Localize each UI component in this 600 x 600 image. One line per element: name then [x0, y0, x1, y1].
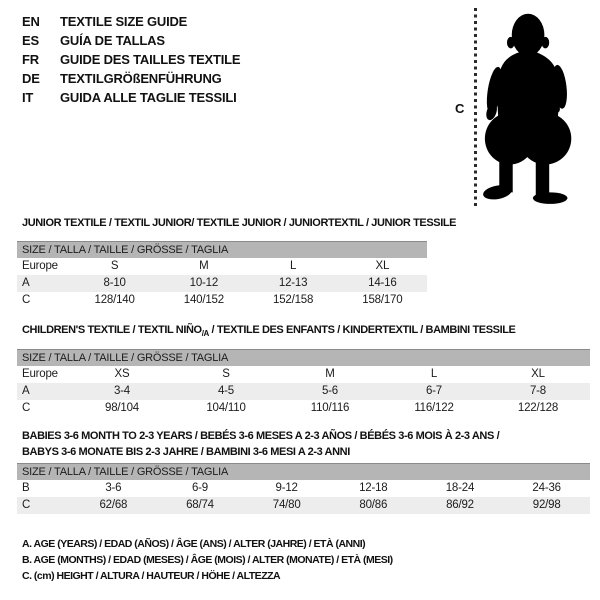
table-title: JUNIOR TEXTILE / TEXTIL JUNIOR/ TEXTILE JUNIOR / JUNIORTEXTIL / JUNIOR TESSILE [22, 217, 457, 229]
cell: 6-9 [191, 482, 208, 494]
table-row [17, 275, 427, 292]
language-row [22, 12, 240, 31]
cell: 3-4 [70, 383, 174, 400]
size-table-junior [17, 241, 427, 309]
cell: 18-24 [445, 482, 475, 494]
language-label: GUIDE DES TAILLES TEXTILE [60, 52, 241, 67]
row-label: A [17, 383, 70, 400]
legend-line-b: B. AGE (MONTHS) / EDAD (MESES) / ÂGE (MOIS) / ALTER (MONATE) / ETÀ (MESI) [22, 554, 393, 566]
row-label: Europe [22, 260, 58, 272]
cell: S [110, 260, 119, 272]
language-label: GUÍA DE TALLAS [60, 33, 165, 48]
cell: 122/128 [517, 402, 559, 415]
size-table-babies [17, 463, 590, 514]
table-row [17, 480, 590, 497]
language-code: FR [22, 52, 39, 67]
table-row [17, 366, 590, 383]
cell: 128/140 [94, 294, 135, 306]
row-label: B [22, 482, 30, 494]
cell: XL [531, 368, 545, 381]
language-code: EN [22, 14, 40, 29]
language-row [22, 69, 240, 88]
height-measure-figure [450, 0, 598, 212]
table-row [17, 258, 427, 275]
row-label: A [17, 275, 70, 292]
cell: L [290, 260, 297, 272]
size-table-header: SIZE / TALLA / TAILLE / GRÖSSE / TAGLIA [17, 242, 427, 259]
cell: 68/74 [157, 497, 244, 514]
junior-table-section [17, 217, 457, 309]
legend-line-a: A. AGE (YEARS) / EDAD (AÑOS) / ÂGE (ANS) / ALTER (JAHRE) / ETÀ (ANNI) [22, 538, 366, 550]
language-label: TEXTILGRÖßENFÜHRUNG [60, 71, 222, 86]
cell: L [430, 368, 438, 381]
babies-table-section [17, 428, 590, 514]
cell: XL [375, 260, 390, 272]
language-label: TEXTILE SIZE GUIDE [60, 14, 188, 29]
height-measure-label: C [455, 101, 465, 116]
table-title [22, 324, 590, 340]
cell: 110/116 [310, 402, 350, 415]
height-measure-line [474, 8, 477, 206]
cell: 158/170 [362, 294, 403, 306]
cell: 74/80 [243, 497, 330, 514]
cell: 92/98 [503, 497, 590, 514]
cell: 104/110 [206, 402, 246, 415]
cell: 3-6 [105, 482, 122, 494]
cell: M [325, 368, 335, 381]
cell: 14-16 [338, 275, 427, 292]
cell: 10-12 [159, 275, 248, 292]
row-label: Europe [22, 368, 58, 381]
table-title: BABIES 3-6 MONTH TO 2-3 YEARS / BEBÉS 3-6 MESES A 2-3 AÑOS / BÉBÉS 3-6 MOIS À 2-3 ANS / [22, 430, 500, 442]
cell: 12-13 [249, 275, 338, 292]
row-label: C [22, 402, 31, 415]
cell: 62/68 [70, 497, 157, 514]
cell: 9-12 [275, 482, 298, 494]
cell: 5-6 [278, 383, 382, 400]
table-row [17, 400, 590, 417]
table-row [17, 383, 590, 400]
table-title-subscript: /A [201, 329, 209, 339]
language-code: DE [22, 71, 40, 86]
size-table-header: SIZE / TALLA / TAILLE / GRÖSSE / TAGLIA [17, 464, 590, 481]
language-code: IT [22, 90, 34, 105]
language-row [22, 31, 240, 50]
cell: 6-7 [382, 383, 486, 400]
cell: 80/86 [330, 497, 417, 514]
row-label: C [22, 294, 31, 306]
table-row [17, 292, 427, 309]
cell: 24-36 [532, 482, 561, 494]
cell: 4-5 [174, 383, 278, 400]
size-table-header: SIZE / TALLA / TAILLE / GRÖSSE / TAGLIA [17, 350, 590, 367]
language-label: GUIDA ALLE TAGLIE TESSILI [60, 90, 237, 105]
legend-line-c: C. (cm) HEIGHT / ALTURA / HAUTEUR / HÖHE / ALTEZZA [22, 570, 281, 582]
cell: 7-8 [486, 383, 590, 400]
cell: 152/158 [273, 294, 314, 306]
cell: XS [114, 368, 130, 381]
cell: 86/92 [417, 497, 504, 514]
table-title: BABYS 3-6 MONATE BIS 2-3 JAHRE / BAMBINI 3-6 MESI A 2-3 ANNI [22, 446, 350, 458]
cell: S [222, 368, 230, 381]
language-code: ES [22, 33, 39, 48]
cell: 116/122 [414, 402, 454, 415]
cell: 140/152 [183, 294, 224, 306]
language-row [22, 88, 240, 107]
cell: 8-10 [70, 275, 159, 292]
language-title-list [22, 12, 240, 107]
measure-legend [22, 536, 393, 584]
language-row [22, 50, 240, 69]
cell: M [199, 260, 209, 272]
cell: 98/104 [105, 402, 139, 415]
children-table-section [17, 324, 590, 417]
size-table-children [17, 349, 590, 417]
cell: 12-18 [359, 482, 388, 494]
table-title-part: / TEXTILE DES ENFANTS / KINDERTEXTIL / BAMBINI TESSILE [208, 324, 516, 336]
baby-silhouette-icon [482, 2, 578, 208]
table-row [17, 497, 590, 514]
row-label: C [17, 497, 70, 514]
table-title-part: CHILDREN'S TEXTILE / TEXTIL NIÑO [22, 324, 202, 336]
